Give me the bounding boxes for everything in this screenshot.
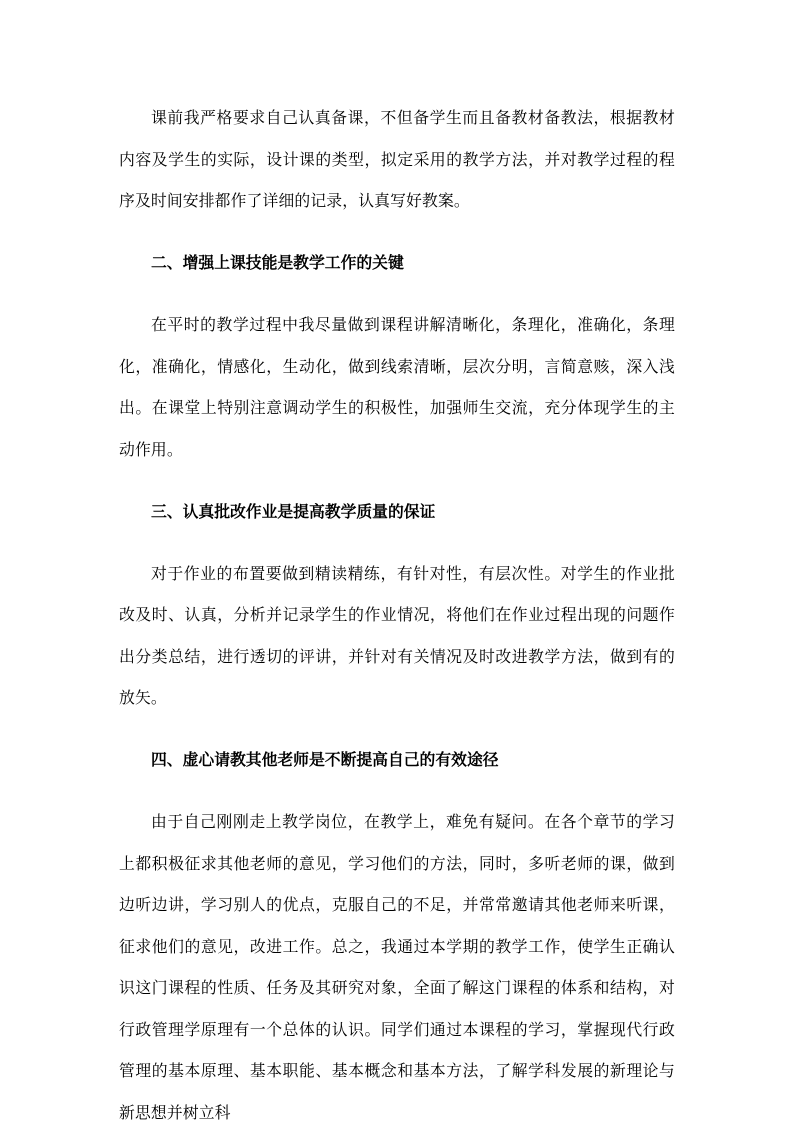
spacer [119, 284, 675, 305]
spacer [119, 719, 675, 740]
paragraph-consult-teachers: 由于自己刚刚走上教学岗位，在教学上，难免有疑问。在各个章节的学习上都积极征求其他老师的意见，学习他们的方法，同时，多听老师的课，做到边听边讲，学习别人的优点，克服自己的不足，并常常邀请其他老师来听课，征求他们的意见，改进工作。总之，我通过本学期的教学工作，使学生正确认识这门课程的性质、任务及其研究对象，全面了解这门课程的体系和结构，对行政管理学原理有一个总体的认识。同学们通过本课程的学习，掌握现代行政管理的基本原理、基本职能、基本概念和基本方法，了解学科发展的新理论与新思想并树立科 [119, 812, 675, 1122]
spacer [119, 532, 675, 553]
paragraph-lesson-preparation: 课前我严格要求自己认真备课，不但备学生而且备教材备教法，根据教材内容及学生的实际，设计课的类型，拟定采用的教学方法，并对教学过程的程序及时间安排都作了详细的记录，认真写好教案。 [119, 108, 675, 210]
heading-consult-teachers: 四、虚心请教其他老师是不断提高自己的有效途径 [151, 750, 499, 769]
heading-homework-grading: 三、认真批改作业是提高教学质量的保证 [151, 501, 436, 521]
paragraph-teaching-skills: 在平时的教学过程中我尽量做到课程讲解清晰化，条理化，准确化，条理化，准确化，情感化，生动化，做到线索清晰，层次分明，言简意赅，深入浅出。在课堂上特别注意调动学生的积极性，加强师生交流，充分体现学生的主动作用。 [119, 315, 675, 459]
spacer [119, 781, 675, 802]
heading-teaching-skills: 二、增强上课技能是教学工作的关键 [151, 253, 404, 272]
spacer [119, 222, 675, 243]
spacer [119, 470, 675, 491]
document-page [119, 97, 675, 1133]
paragraph-homework-grading: 对于作业的布置要做到精读精练，有针对性，有层次性。对学生的作业批改及时、认真，分析并记录学生的作业情况，将他们在作业过程出现的问题作出分类总结，进行透切的评讲，并针对有关情况及时改进教学方法，做到有的放矢。 [119, 563, 675, 707]
